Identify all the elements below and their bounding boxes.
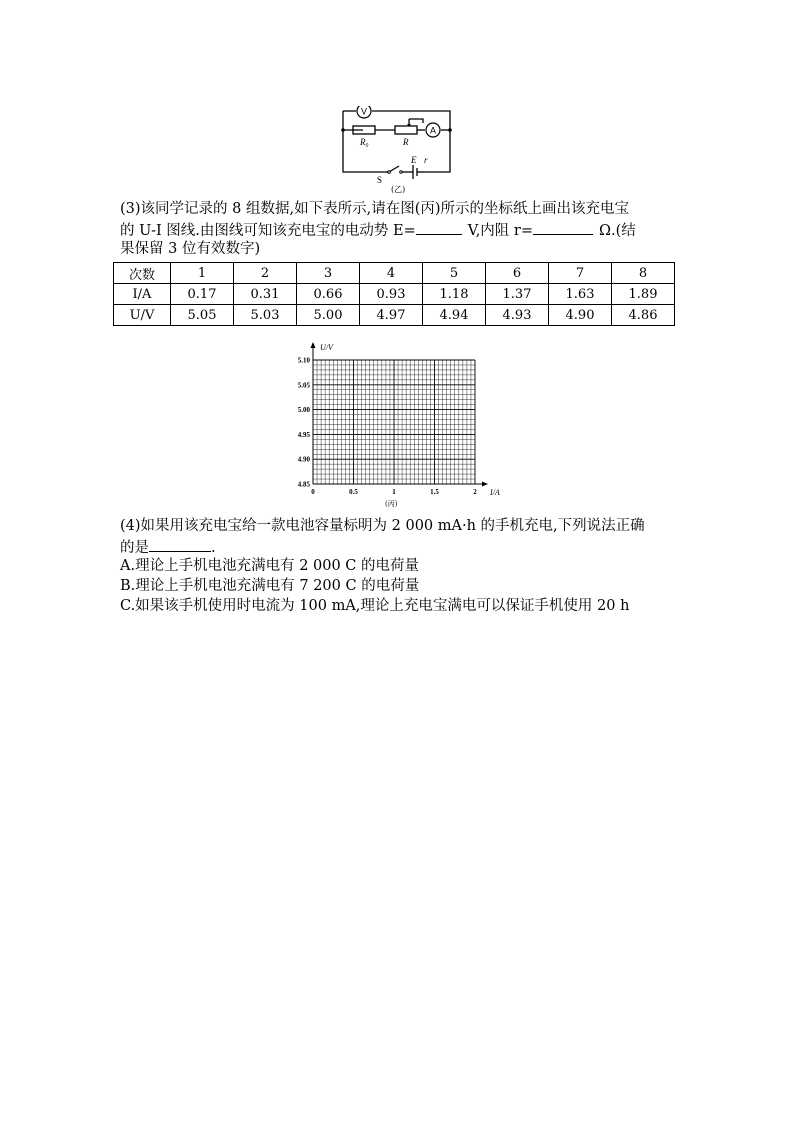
q3-line2-c: Ω.(结 <box>599 223 636 239</box>
q4-line2-b: . <box>211 540 216 556</box>
q3-line2-b: V,内阻 r= <box>467 223 534 239</box>
q4-line2-a: 的是 <box>120 540 149 556</box>
table-row-index <box>114 263 675 284</box>
q3-line2 <box>120 220 695 242</box>
table-header-label: 次数 <box>114 263 171 284</box>
internal-r-label: r <box>424 155 428 165</box>
x-tick-label: 2 <box>473 488 477 496</box>
table-cell: 5.05 <box>171 305 234 326</box>
q3-line3: 果保留 3 位有效数字) <box>120 241 261 257</box>
table-cell: 0.93 <box>360 284 423 305</box>
table-cell: 4 <box>360 263 423 284</box>
option-a[interactable]: A.理论上手机电池充满电有 2 000 C 的电荷量 <box>120 558 420 574</box>
table-cell: 1.89 <box>612 284 675 305</box>
y-tick-label: 5.00 <box>297 406 310 415</box>
q3-line2-a: 的 U-I 图线.由图线可知该充电宝的电动势 E= <box>120 223 416 239</box>
table-row-voltage <box>114 305 675 326</box>
q3-line1: (3)该同学记录的 8 组数据,如下表所示,请在图(丙)所示的坐标纸上画出该充电宝 <box>120 201 630 217</box>
ammeter-label: A <box>429 125 437 136</box>
table-cell: 5.00 <box>297 305 360 326</box>
table-cell: 5 <box>423 263 486 284</box>
x-axis-arrow <box>482 482 488 487</box>
y-tick-label: 4.85 <box>297 480 310 489</box>
table-cell: 4.97 <box>360 305 423 326</box>
ammeter <box>426 123 440 137</box>
circuit-diagram <box>333 106 461 194</box>
emf-label: E <box>411 155 417 165</box>
x-axis-label: I/A <box>490 488 500 497</box>
table-cell: 1.63 <box>549 284 612 305</box>
voltage-label: U/V <box>114 305 171 326</box>
r0-label: R₀ <box>360 137 369 147</box>
emf-answer-blank[interactable] <box>416 220 462 235</box>
voltmeter <box>357 106 371 118</box>
voltmeter-label: V <box>360 106 368 117</box>
q4-answer-blank[interactable] <box>149 537 211 552</box>
y-tick-label: 5.05 <box>297 381 310 390</box>
table-cell: 4.90 <box>549 305 612 326</box>
y-axis-arrow <box>311 342 316 348</box>
q4-line1: (4)如果用该充电宝给一款电池容量标明为 2 000 mA·h 的手机充电,下列说法正确 <box>120 518 645 534</box>
x-tick-label: 1 <box>392 488 396 496</box>
x-tick-label: 0.5 <box>349 488 358 496</box>
table-cell: 4.86 <box>612 305 675 326</box>
current-label: I/A <box>114 284 171 305</box>
table-cell: 8 <box>612 263 675 284</box>
option-b[interactable]: B.理论上手机电池充满电有 7 200 C 的电荷量 <box>120 578 420 594</box>
option-c[interactable]: C.如果该手机使用时电流为 100 mA,理论上充电宝满电可以保证手机使用 20 h <box>120 598 630 614</box>
table-cell: 4.94 <box>423 305 486 326</box>
table-cell: 0.31 <box>234 284 297 305</box>
y-axis-label: U/V <box>320 343 333 352</box>
table-cell: 1.18 <box>423 284 486 305</box>
y-tick-label: 4.90 <box>297 455 310 464</box>
table-cell: 2 <box>234 263 297 284</box>
chart-caption: (丙) <box>385 500 398 508</box>
table-cell: 1.37 <box>486 284 549 305</box>
data-table <box>113 262 675 326</box>
table-cell: 3 <box>297 263 360 284</box>
table-cell: 5.03 <box>234 305 297 326</box>
chart-ticks <box>298 357 478 497</box>
x-tick-label: 1.5 <box>430 488 439 496</box>
table-row-current <box>114 284 675 305</box>
circuit-caption: (乙) <box>391 185 406 194</box>
switch-label: S <box>377 175 383 185</box>
table-cell: 6 <box>486 263 549 284</box>
r-label: R <box>403 137 409 147</box>
table-cell: 0.66 <box>297 284 360 305</box>
table-cell: 1 <box>171 263 234 284</box>
table-cell: 7 <box>549 263 612 284</box>
q4-line2 <box>120 537 695 559</box>
x-tick-label: 0 <box>311 488 315 496</box>
y-tick-label: 5.10 <box>297 356 310 365</box>
chart-grid <box>313 360 475 484</box>
resistance-answer-blank[interactable] <box>533 220 593 235</box>
table-cell: 4.93 <box>486 305 549 326</box>
y-tick-label: 4.95 <box>297 430 310 439</box>
graph-paper-chart <box>280 340 510 515</box>
table-cell: 0.17 <box>171 284 234 305</box>
